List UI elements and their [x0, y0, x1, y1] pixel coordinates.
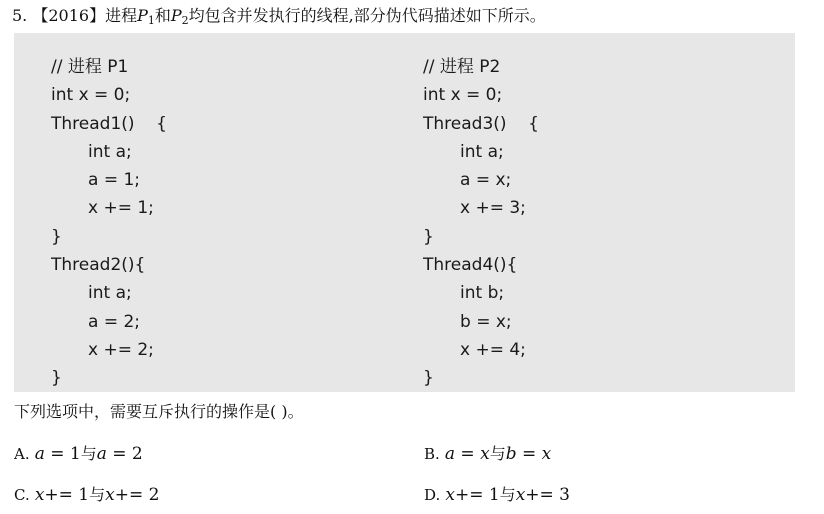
question-header [12, 4, 546, 28]
option-d-letter: D. [424, 486, 441, 504]
left-code-line: } [51, 368, 62, 389]
left-code-line: x += 1; [88, 198, 154, 219]
right-code-line: a = x; [460, 170, 512, 191]
right-code-line: x += 3; [460, 198, 526, 219]
process-p2-letter: P [170, 6, 182, 25]
option-d[interactable] [424, 483, 570, 507]
option-d-expr1: x+= 1 [445, 485, 500, 505]
right-code-line: Thread3() { [423, 113, 539, 134]
process-p2-subscript: 2 [181, 14, 189, 27]
option-b[interactable] [424, 442, 551, 466]
right-code-line: // 进程 P2 [423, 57, 501, 77]
right-code-line: b = x; [460, 311, 512, 332]
right-code-line: int b; [460, 283, 505, 304]
left-code-line: int x = 0; [51, 85, 131, 106]
process-p2-code [423, 53, 539, 393]
option-d-expr2: x+= 3 [515, 485, 570, 505]
right-code-line: } [423, 226, 434, 247]
pseudocode-block [14, 33, 795, 392]
option-b-expr1: a = x [444, 444, 490, 464]
process-p1-letter: P [137, 6, 148, 25]
option-a-joiner: 与 [80, 444, 97, 463]
left-code-line: a = 1; [88, 170, 141, 191]
left-code-line: int a; [88, 141, 132, 162]
option-b-joiner: 与 [489, 444, 506, 463]
question-intro: 进程 [105, 6, 138, 25]
left-code-line: Thread2(){ [51, 255, 146, 276]
left-code-line: Thread1() { [51, 113, 167, 134]
option-b-letter: B. [424, 445, 440, 463]
question-rest: 均包含并发执行的线程,部分伪代码描述如下所示。 [188, 6, 546, 25]
left-code-line: // 进程 P1 [51, 57, 129, 77]
left-code-line: int a; [88, 283, 132, 304]
option-a-letter: A. [14, 445, 30, 463]
question-source: 【2016】 [32, 6, 106, 25]
question-number: 5. [12, 6, 28, 25]
left-code-line: } [51, 226, 62, 247]
option-c-expr2: x+= 2 [105, 485, 160, 505]
right-code-line: Thread4(){ [423, 255, 518, 276]
option-c[interactable] [14, 483, 159, 507]
option-a[interactable] [14, 442, 143, 466]
left-code-line: a = 2; [88, 311, 141, 332]
left-code-line: x += 2; [88, 339, 154, 360]
right-code-line: int x = 0; [423, 85, 503, 106]
question-prompt: 下列选项中，需要互斥执行的操作是( )。 [14, 402, 304, 421]
option-c-expr1: x+= 1 [34, 485, 90, 505]
option-b-expr2: b = x [505, 444, 552, 464]
right-code-line: int a; [460, 141, 504, 162]
right-code-line: x += 4; [460, 339, 526, 360]
right-code-line: } [423, 368, 434, 389]
option-d-joiner: 与 [499, 485, 516, 504]
option-c-joiner: 与 [89, 485, 106, 504]
process-p1-subscript: 1 [147, 14, 155, 27]
process-p1-code [51, 53, 167, 393]
option-a-expr2: a = 2 [96, 444, 143, 464]
question-conjunction: 和 [154, 6, 171, 25]
option-a-expr1: a = 1 [34, 444, 81, 464]
option-c-letter: C. [14, 486, 30, 504]
